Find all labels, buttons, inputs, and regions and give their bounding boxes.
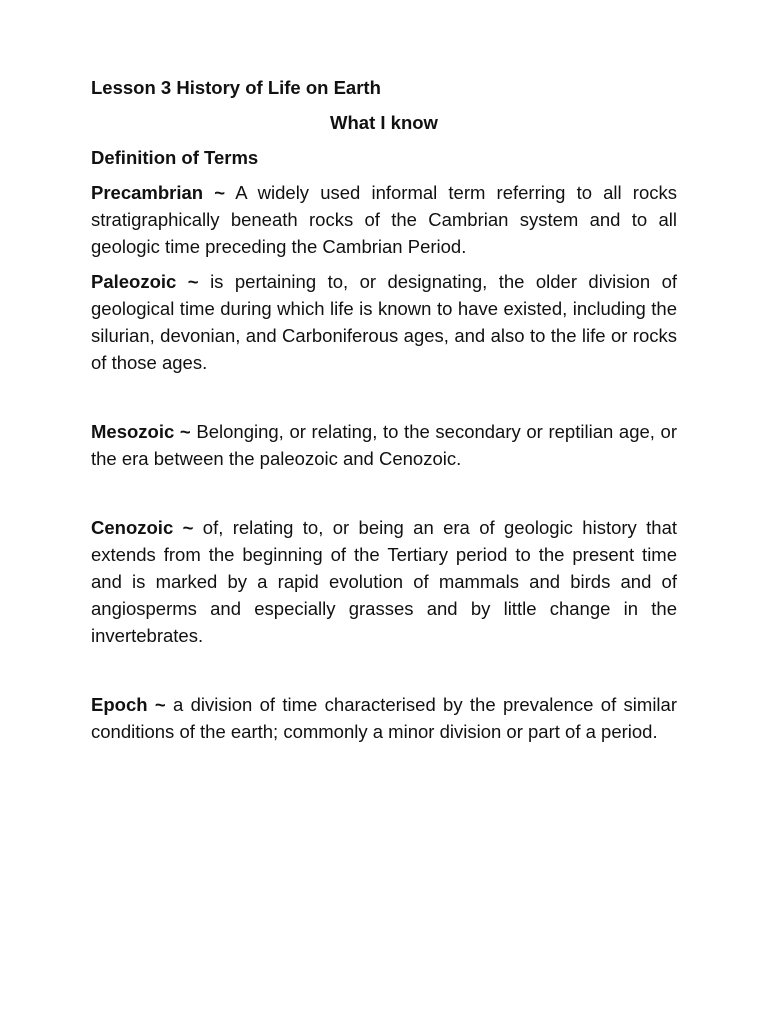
lesson-title: Lesson 3 History of Life on Earth: [91, 77, 381, 98]
document-page: [91, 74, 677, 745]
term-mesozoic: [91, 418, 677, 472]
term-separator: ~: [179, 421, 191, 442]
term-separator: ~: [187, 271, 199, 292]
term-name: Cenozoic: [91, 517, 174, 538]
term-name: Mesozoic: [91, 421, 175, 442]
term-name: Paleozoic: [91, 271, 177, 292]
term-epoch: [91, 691, 677, 745]
term-name: Epoch: [91, 694, 148, 715]
term-definition: Belonging, or relating, to the secondary or reptilian age, or the era between the paleozoic and Cenozoic.: [91, 421, 677, 469]
term-cenozoic: [91, 514, 677, 649]
term-definition: of, relating to, or being an era of geologic history that extends from the beginning of the Tertiary period to the present time and is marked by a rapid evolution of mammals and birds and of angiosperms and especially grasses and by little change in the invertebrates.: [91, 517, 678, 646]
section-title: What I know: [330, 112, 438, 133]
definition-of-terms-heading: Definition of Terms: [91, 147, 259, 168]
term-paleozoic: [91, 268, 677, 376]
term-separator: ~: [182, 517, 194, 538]
term-name: Precambrian: [91, 182, 204, 203]
term-definition: is pertaining to, or designating, the older division of geological time during which life is known to have existed, including the silurian, devonian, and Carboniferous ages, and also to the life or rocks of those ages.: [91, 271, 678, 373]
term-definition: a division of time characterised by the prevalence of similar conditions of the earth; commonly a minor division or part of a period.: [91, 694, 677, 742]
term-separator: ~: [214, 182, 226, 203]
term-precambrian: [91, 179, 677, 260]
term-separator: ~: [154, 694, 166, 715]
term-definition: A widely used informal term referring to all rocks stratigraphically beneath rocks of the Cambrian system and to all geologic time preceding the Cambrian Period.: [91, 182, 677, 257]
